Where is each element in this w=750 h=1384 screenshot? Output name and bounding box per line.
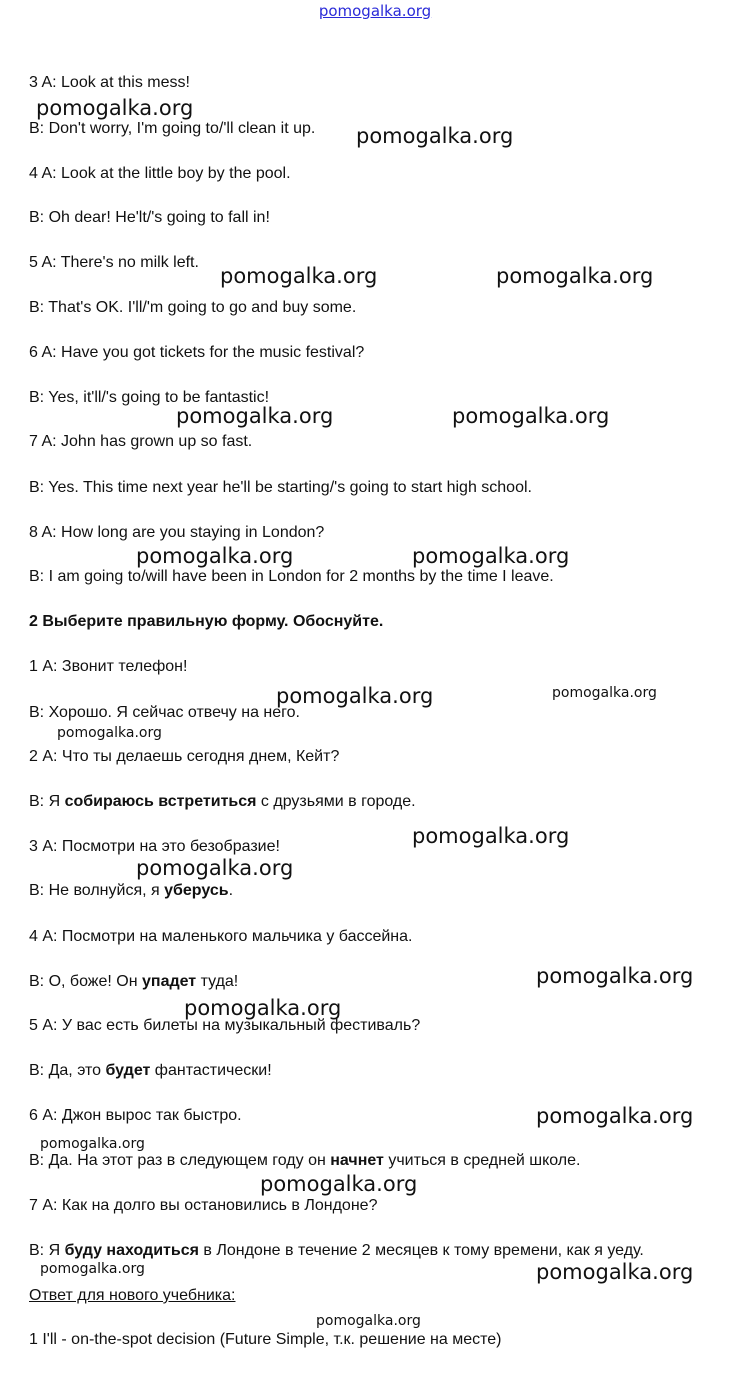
dialogue-line: 3 А: Посмотри на это безобразие! [29,838,280,855]
dialogue-line: 4 A: Look at the little boy by the pool. [29,165,291,182]
dialogue-line: B: Don't worry, I'm going to/'ll clean it up. [29,120,316,137]
dialogue-line: 8 A: How long are you staying in London? [29,524,325,541]
dialogue-line: В: О, боже! Он упадет туда! [29,973,239,990]
dialogue-line: 3 A: Look at this mess! [29,74,190,91]
watermark: pomogalka.org [552,685,657,701]
watermark: pomogalka.org [536,1260,694,1284]
watermark: pomogalka.org [452,404,610,428]
watermark: pomogalka.org [496,264,654,288]
dialogue-line: B: Oh dear! He'lt/'s going to fall in! [29,209,270,226]
dialogue-line: 5 А: У вас есть билеты на музыкальный фестиваль? [29,1017,421,1034]
dialogue-line: В: Не волнуйся, я уберусь. [29,882,234,899]
dialogue-line: В: Я собираюсь встретиться с друзьями в городе. [29,793,416,810]
dialogue-line: 2 А: Что ты делаешь сегодня днем, Кейт? [29,748,340,765]
watermark: pomogalka.org [536,1104,694,1128]
dialogue-line: В: Я буду находиться в Лондоне в течение 2 месяцев к тому времени, как я уеду. [29,1242,644,1259]
watermark: pomogalka.org [412,824,570,848]
watermark: pomogalka.org [536,964,694,988]
watermark: pomogalka.org [36,96,194,120]
watermark: pomogalka.org [412,544,570,568]
watermark: pomogalka.org [40,1136,145,1152]
watermark: pomogalka.org [316,1313,421,1329]
dialogue-line: B: I am going to/will have been in London for 2 months by the time I leave. [29,568,554,585]
site-link[interactable]: pomogalka.org [318,2,432,20]
watermark: pomogalka.org [136,544,294,568]
dialogue-line: 7 А: Как на долго вы остановились в Лондоне? [29,1197,378,1214]
watermark: pomogalka.org [260,1172,418,1196]
new-textbook-heading: Ответ для нового учебника: [29,1287,236,1304]
dialogue-line: 4 А: Посмотри на маленького мальчика у бассейна. [29,928,413,945]
watermark: pomogalka.org [184,996,342,1020]
dialogue-line: 1 А: Звонит телефон! [29,658,188,675]
watermark: pomogalka.org [57,725,162,741]
watermark: pomogalka.org [136,856,294,880]
dialogue-line: 6 А: Джон вырос так быстро. [29,1107,242,1124]
watermark: pomogalka.org [220,264,378,288]
section-heading: 2 Выберите правильную форму. Обоснуйте. [29,613,384,630]
watermark: pomogalka.org [276,684,434,708]
dialogue-line: В: Да. На этот раз в следующем году он начнет учиться в средней школе. [29,1152,581,1169]
watermark: pomogalka.org [40,1261,145,1277]
dialogue-line: B: Yes. This time next year he'll be starting/'s going to start high school. [29,479,532,496]
dialogue-line: В: Хорошо. Я сейчас отвечу на него. [29,704,300,721]
dialogue-line: B: That's OK. I'll/'m going to go and buy some. [29,299,357,316]
dialogue-line: 6 A: Have you got tickets for the music festival? [29,344,365,361]
dialogue-line: 5 A: There's no milk left. [29,254,199,271]
dialogue-line: В: Да, это будет фантастически! [29,1062,272,1079]
dialogue-line: 7 A: John has grown up so fast. [29,433,253,450]
dialogue-line: B: Yes, it'll/'s going to be fantastic! [29,389,270,406]
answer-line: 1 I'll - on-the-spot decision (Future Simple, т.к. решение на месте) [29,1331,502,1348]
watermark: pomogalka.org [356,124,514,148]
watermark: pomogalka.org [176,404,334,428]
